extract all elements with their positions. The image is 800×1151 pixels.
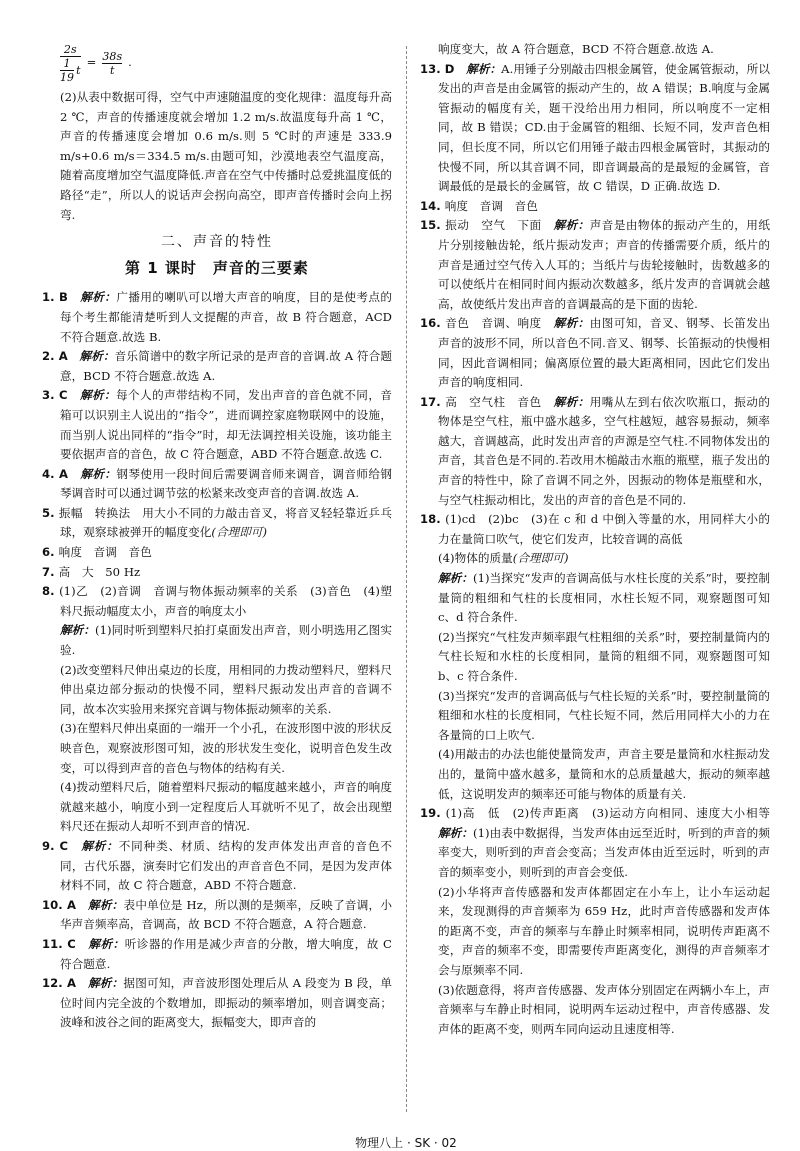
answer-item-3: 3. C 解析：每个人的声带结构不同，发出声音的音色就不同，音箱可以识别主人说出的“指令”，进而调控家庭物联网中的设施，而当别人说出同样的“指令”时，却无法调控相关设施，该功能主要依据声音的音色，故 C 符合题意，ABD 不符合题意.故选 C. — [42, 388, 392, 462]
lesson-heading: 第 1 课时 声音的三要素 — [125, 258, 309, 277]
t-variable: t — [76, 63, 81, 77]
equals-sign: = — [86, 55, 97, 70]
answer-item-10: 10. A 解析：表中单位是 Hz，所以测的是频率，反映了音调，小华声音频率高，音调高，故 BCD 不符合题意，A 符合题意. — [42, 897, 393, 932]
answer-item-18-explain-4: (4)用敲击的办法也能使量筒发声，声音主要是量筒和水柱振动发出的，量筒中盛水越多，量筒和水的总质量越大，振动的频率越低，这说明发声的频率还可能与物体的质量有关. — [438, 747, 770, 801]
answer-item-5: 5. 振幅 转换法 用大小不同的力敲击音叉，将音叉轻轻靠近乒乓球，观察球被弹开的幅度变化(合理即可) — [42, 505, 392, 540]
answer-item-12: 12. A 解析：据图可知，声音波形图处理后从 A 段变为 B 段，单位时间内完全波的个数增加，即振动的频率增加，则音调变高；波峰和波谷之间的距离变大，振幅变大，即声音的 — [42, 976, 393, 1030]
answer-item-13: 13. D 解析：A.用锤子分别敲击四根金属管，使金属管振动，所以发出的声音是由金属管的振动产生的，故 A 错误；B.响度与金属管振动的幅度有关，题干没给出用力相同，所以响度不一定相同，故 B 错误；CD.由于金属管的粗细、长短不同，发声音色相同，但长度不同，所以它们用锤子敲击四根金属管时，其振动的快慢不同，所以其音调不同，即音调最高的是最短的金属管，音调最低的是最长的金属管，故 C 错误，D 正确.故选 D. — [420, 61, 770, 194]
answer-item-8-explain-4: (4)拨动塑料尺后，随着塑料尺振动的幅度越来越小，声音的响度就越来越小，响度小到一定程度后人耳就听不见了，故会出现塑料尺还在振动人却听不到声音的情况. — [60, 780, 392, 834]
answer-item-16: 16. 音色 音调、响度 解析：由图可知，音叉、钢琴、长笛发出声音的波形不同，所以音色不同.音叉、钢琴、长笛振动的快慢相同，因此音调相同；偏离原位置的最大距离相同，因此它们发出声音的响度相同. — [420, 316, 770, 390]
page-footer: 物理八上 · SK · 02 — [355, 1136, 457, 1150]
answer-item-12-continued: 响度变大，故 A 符合题意，BCD 不符合题意.故选 A. — [438, 42, 714, 56]
answer-item-11: 11. C 解析：听诊器的作用是减少声音的分散，增大响度，故 C 符合题意. — [42, 936, 392, 971]
answer-item-14: 14. 响度 音调 音色 — [420, 198, 538, 213]
answer-item-18-explain-3: (3)当探究“发声的音调高低与气柱长短的关系”时，要控制量筒的粗细和水柱的长度相同，气柱长短不同，然后用同样大小的力在各量筒的口上吹气. — [438, 688, 770, 742]
right-column — [420, 40, 770, 1039]
answer-item-8-explain-2: (2)改变塑料尺伸出桌边的长度，用相同的力拨动塑料尺，塑料尺伸出桌边部分振动的快慢不同，塑料尺振动发出声音的音调不同，故本次实验用来探究音调与物体振动频率的关系. — [60, 662, 392, 716]
left-column — [42, 40, 392, 1033]
answer-item-8: 8. (1)乙 (2)音调 音调与物体振动频率的关系 (3)音色 (4)塑料尺振动幅度太小，声音的响度太小 — [42, 584, 392, 618]
answer-item-18-explain-1: 解析：(1)当探究“发声的音调高低与水柱长度的关系”时，要控制量筒的粗细和气柱的长度相同，水柱长短不同，观察题图可知 c、d 符合条件. — [438, 571, 770, 625]
answer-item-18-part4: (4)物体的质量(合理即可) — [438, 551, 569, 566]
column-divider — [406, 46, 407, 1112]
answer-item-2: 2. A 解析：音乐简谱中的数字所记录的是声音的音调.故 A 符合题意，BCD 不符合题意.故选 A. — [42, 349, 392, 383]
answer-item-6: 6. 响度 音调 音色 — [42, 545, 152, 560]
speed-formula: 2s $\frac{1}{19}$ t = $\frac{38s}{t}$ . — [60, 42, 132, 84]
answer-item-8-explain-1: 解析：(1)同时听到塑料尺拍打桌面发出声音，则小明选用乙图实验. — [60, 623, 392, 658]
answer-page — [42, 40, 770, 1150]
answer-item-18: 18. (1)cd (2)bc (3)在 c 和 d 中倒入等量的水，用同样大小的力在量筒口吹气，使它们发声，比较音调的高低 — [420, 512, 770, 546]
answer-item-9: 9. C 解析：不同种类、材质、结构的发声体发出声音的音色不同，古代乐器，演奏时它们发出的声音音色不同，是因为发声体材料不同，故 C 符合题意，ABD 不符合题意. — [42, 838, 392, 893]
answer-item-19-explain-2: (2)小华将声音传感器和发声体都固定在小车上，让小车运动起来，发现测得的声音频率为 659 Hz，此时声音传感器和发声体的距离不变，声音的频率与车静止时频率相同，说明传声距离不变，声音的频率不变，即需要传声距离变化，测得的声音频率才会与原频率不同. — [438, 884, 770, 977]
paragraph-speed-temperature: (2)从表中数据可得，空气中声速随温度的变化规律：温度每升高 2 ℃，声音的传播速度就会增加 1.2 m/s.故温度每升高 1 ℃，声音的传播速度会增加 0.6 m/s.则 5 ℃时的声速是 333.9 m/s+0.6 m/s＝334.5 m/s.由题可知，沙漠地表空气温度高，随着高度增加空气温度降低.声音在空气中传播时总爱挑温度低的路径“走”，所以人的说话声会拐向高空，即声音传播时会向上拐弯. — [60, 90, 392, 222]
answer-item-19-explain-3: (3)依题意得，将声音传感器、发声体分别固定在两辆小车上，声音频率与车静止时相同，说明两车运动过程中，声音传感器、发声体的距离不变，则两车同向运动且速度相等. — [438, 982, 770, 1036]
answer-item-1: 1. B 解析：广播用的喇叭可以增大声音的响度，目的是使考点的每个考生都能清楚听到人文提醒的声音，故 B 符合题意，ACD 不符合题意.故选 B. — [42, 290, 393, 344]
answer-item-15: 15. 振动 空气 下面 解析：声音是由物体的振动产生的，用纸片分别接触齿轮，纸片振动发声；声音的传播需要介质，纸片的声音是通过空气传入人耳的；当纸片与齿轮接触时，齿数越多的可以使纸片在相同时间内振动次数越多，纸片发声的音调就会越高，故使纸片发出声音的音调最高的是下面的齿轮. — [420, 218, 770, 311]
fraction-right: $\frac{38s}{t}$ — [102, 49, 123, 77]
answer-item-7: 7. 高 大 50 Hz — [42, 564, 141, 579]
fraction-left: 2s $\frac{1}{19}$ t — [60, 42, 81, 84]
answer-item-4: 4. A 解析：钢琴使用一段时间后需要调音师来调音，调音师给钢琴调音时可以通过调节弦的松紧来改变声音的音调.故选 A. — [42, 466, 392, 501]
section-heading: 二、声音的特性 — [161, 234, 273, 251]
answer-item-19: 19. (1)高 低 (2)传声距离 (3)运动方向相同、速度大小相等 解析：(1)由表中数据得，当发声体由远至近时，听到的声音的频率变大，则听到的声音会变高；当发声体由近至远时，听到的声音的频率变小，则听到的声音会变低. — [420, 806, 770, 879]
answer-item-8-explain-3: (3)在塑料尺伸出桌面的一端开一个小孔，在波形图中波的形状反映音色，观察波形图可知，波的形状发生变化，说明音色发生改变，可以得到声音的音色与物体的结构有关. — [60, 721, 392, 775]
answer-item-18-explain-2: (2)当探究“气柱发声频率跟气柱粗细的关系”时，要控制量筒内的气柱长短和水柱的长度相同，量筒的粗细不同，观察题图可知 b、c 符合条件. — [438, 629, 770, 683]
answer-item-17: 17. 高 空气柱 音色 解析：用嘴从左到右依次吹瓶口，振动的物体是空气柱，瓶中盛水越多，空气柱越短，越容易振动，频率越大，音调越高，此时发出声音的声源是空气柱.不同物体发出的声音，其音色是不同的.若改用木槌敲击水瓶的瓶壁，瓶子发出的声音的特性中，除了音调不同之外，因振动的物体是瓶壁和水，与空气柱振动相比，发出的声音的音色是不同的. — [420, 394, 770, 507]
inner-fraction: $\frac{1}{19}$ — [60, 56, 75, 84]
